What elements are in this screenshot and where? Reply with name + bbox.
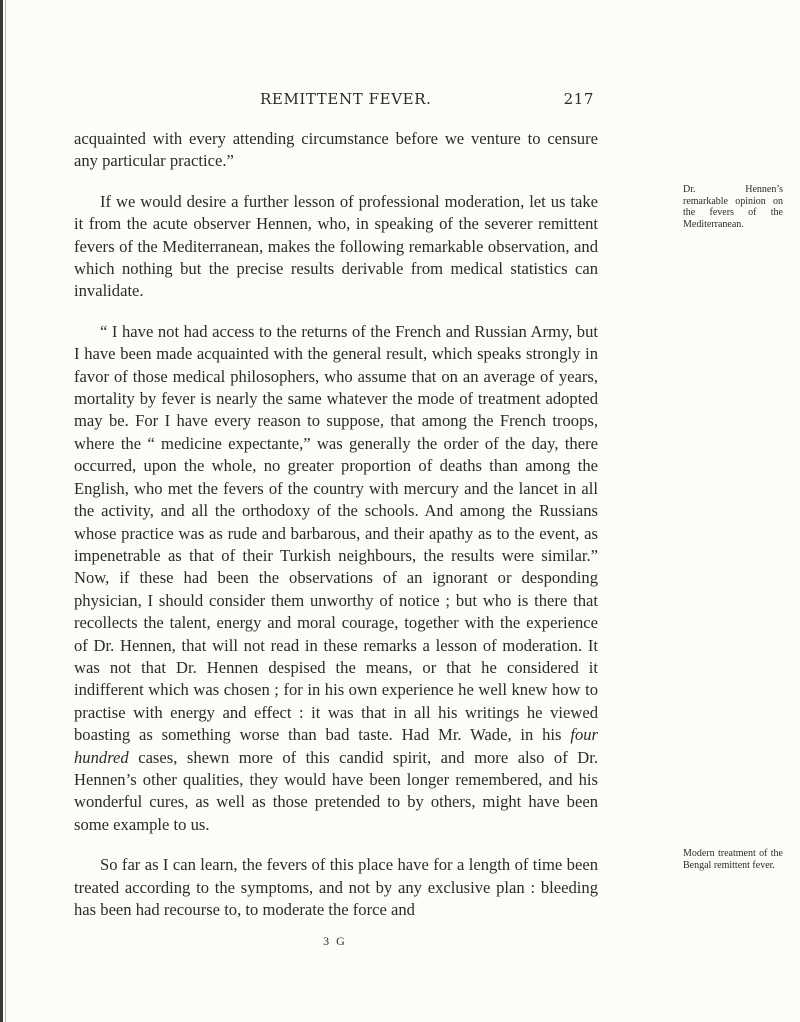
page-edge-line bbox=[5, 0, 6, 1022]
paragraph-3-text: “ I have not had access to the returns of the French and Russian Army, but I have been made acquainted with the general result, which speaks strongly in favor of those medical philosophers, who assume that on an average of years, mortality by fever is nearly the same whatever the mode of treatment adopted may be. For I have every reason to suppose, that among the French troops, where the “ medicine expectante,” was generally the order of the day, there occurred, upon the whole, no greater proportion of deaths than among the English, who met the fevers of the country with mercury and the lancet in all the activity, and all the orthodoxy of the schools. And among the Russians whose practice was as rude and barbarous, and their apathy as to the event, as impenetrable as that of their Turkish neighbours, the results were similar.” Now, if these had been the observations of an ignorant or desponding physician, I should consider them unworthy of notice ; but who is there that recollects the talent, energy and moral courage, together with the experience of Dr. Hennen, that will not read in these remarks a lesson of moderation. It was not that Dr. Hennen despised the means, or that he considered it indifferent which was chosen ; for in his own experience he well knew how to practise with energy and effect : it was that in all his writings he viewed boasting as something worse than bad taste. Had Mr. Wade, in his bbox=[74, 321, 598, 745]
paragraph-4: So far as I can learn, the fevers of this place have for a length of time been treated according to the symptoms, and not by any exclusive plan : bleeding has been had recourse to, to moderate the force and bbox=[74, 855, 598, 919]
running-title: REMITTENT FEVER. bbox=[260, 90, 432, 108]
paragraph-1: acquainted with every attending circumstance before we venture to censure any particular practice.” bbox=[74, 129, 598, 171]
italic-phrase: four hundred bbox=[74, 725, 598, 767]
page-edge bbox=[0, 0, 3, 1022]
paragraph-3 bbox=[74, 321, 598, 836]
margin-note-hennen: Dr. Hennen’s remarkable opinion on the fevers of the Mediterranean. bbox=[683, 184, 783, 230]
signature-mark: 3 G bbox=[323, 934, 347, 948]
margin-note-treatment: Modern treatment of the Bengal remittent fever. bbox=[683, 848, 783, 871]
paragraph-2: If we would desire a further lesson of professional moderation, let us take it from the acute observer Hennen, who, in speaking of the severer remittent fevers of the Mediterranean, makes the following remarkable observation, and which nothing but the precise results derivable from medical statistics can invalidate. bbox=[74, 191, 598, 301]
paragraph-3-text-end: cases, shewn more of this candid spirit, and more also of Dr. Hennen’s other qualities, they would have been longer remembered, and his wonderful cures, as well as those pretended to by others, might have been some example to us. bbox=[74, 747, 598, 834]
page-number: 217 bbox=[563, 90, 594, 108]
body-text bbox=[74, 128, 598, 921]
